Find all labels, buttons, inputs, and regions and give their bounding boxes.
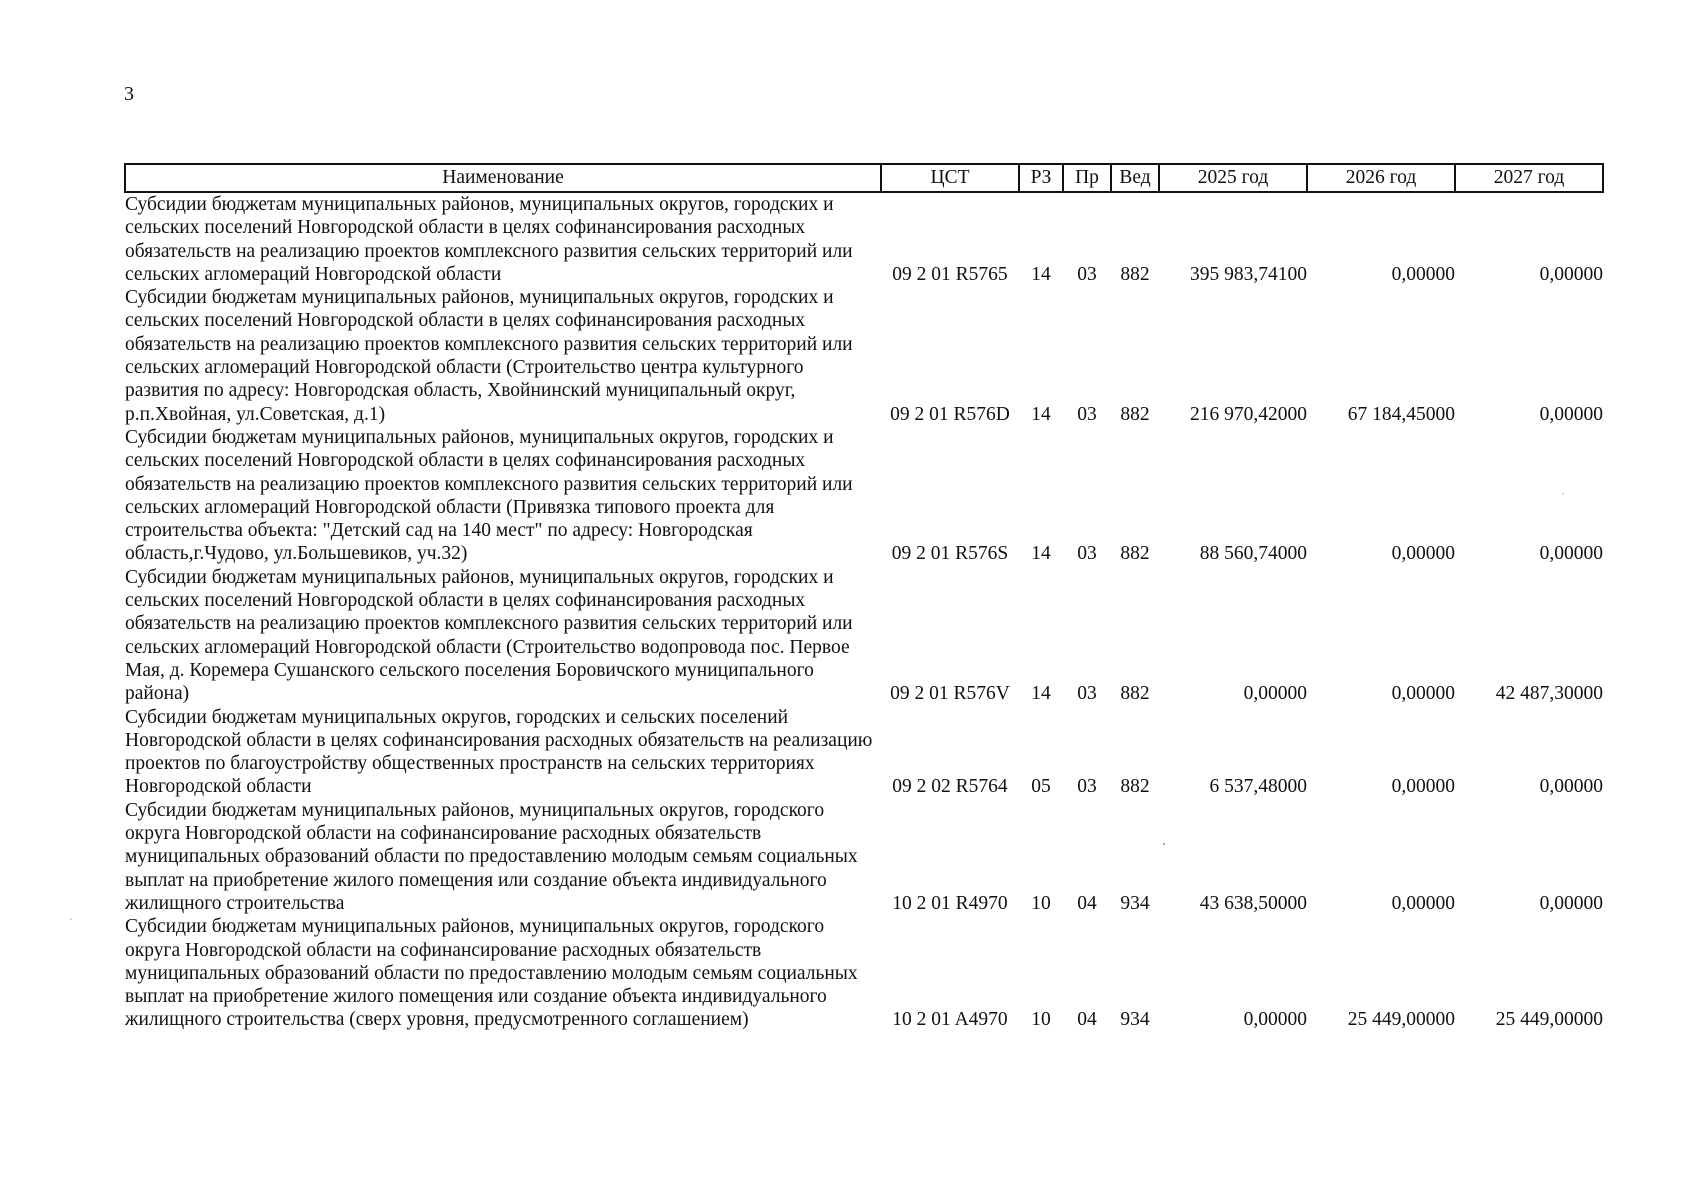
- header-pr: Пр: [1063, 164, 1111, 192]
- table-row: [125, 706, 1603, 799]
- header-2026: 2026 год: [1307, 164, 1455, 192]
- row-cst: 09 2 01 R576V: [890, 683, 1010, 705]
- row-pr: 03: [1077, 403, 1097, 425]
- row-cst: 09 2 01 R576D: [890, 403, 1010, 425]
- row-2026: 0,00000: [1391, 683, 1455, 705]
- row-name: Субсидии бюджетам муниципальных районов, муниципальных округов, городских и сельских поселений Новгородской области в целях софинансирования расходных обязательств на реализацию проектов комплексного развития сельских территорий или сельских агломераций Новгородской области (Строительство центра культурного развития по адресу: Новгородская область, Хвойнинский муниципальный округ, р.п.Хвойная, ул.Советская, д.1): [125, 287, 853, 425]
- row-ved: 934: [1120, 1009, 1150, 1031]
- row-name: Субсидии бюджетам муниципальных районов, муниципальных округов, городского округа Новгородской области на софинансирование расходных обязательств муниципальных образований области по предоставлению молодым семьям социальных выплат на приобретение жилого помещения или создание объекта индивидуального жилищного строительства: [125, 799, 858, 914]
- row-2027: 0,00000: [1539, 403, 1603, 425]
- header-cst: ЦСТ: [881, 164, 1019, 192]
- table-header-row: [125, 164, 1603, 192]
- row-2025: 395 983,74100: [1190, 263, 1307, 285]
- row-rz: 10: [1031, 1009, 1051, 1031]
- row-2026: 0,00000: [1391, 776, 1455, 798]
- row-rz: 10: [1031, 892, 1051, 914]
- row-rz: 05: [1031, 776, 1051, 798]
- row-2026: 0,00000: [1391, 263, 1455, 285]
- row-2027: 0,00000: [1539, 892, 1603, 914]
- scan-speck: [1562, 493, 1564, 495]
- row-pr: 04: [1077, 892, 1097, 914]
- row-2025: 88 560,74000: [1199, 543, 1307, 565]
- header-name: Наименование: [125, 164, 881, 192]
- row-pr: 03: [1077, 776, 1097, 798]
- row-ved: 882: [1120, 263, 1150, 285]
- row-rz: 14: [1031, 683, 1051, 705]
- table-row: [125, 799, 1603, 915]
- row-2027: 0,00000: [1539, 263, 1603, 285]
- row-pr: 03: [1077, 543, 1097, 565]
- row-2027: 25 449,00000: [1495, 1009, 1603, 1031]
- row-2026: 0,00000: [1391, 543, 1455, 565]
- row-name: Субсидии бюджетам муниципальных районов, муниципальных округов, городского округа Новгородской области на софинансирование расходных обязательств муниципальных образований области по предоставлению молодым семьям социальных выплат на приобретение жилого помещения или создание объекта индивидуального жилищного строительства (сверх уровня, предусмотренного соглашением): [125, 916, 858, 1031]
- header-ved: Вед: [1111, 164, 1159, 192]
- row-rz: 14: [1031, 403, 1051, 425]
- row-rz: 14: [1031, 263, 1051, 285]
- row-2027: 0,00000: [1539, 776, 1603, 798]
- row-2026: 67 184,45000: [1347, 403, 1455, 425]
- scan-speck: [70, 918, 72, 920]
- header-2027: 2027 год: [1455, 164, 1603, 192]
- table-row: [125, 915, 1603, 1031]
- table-row: [125, 286, 1603, 426]
- row-cst: 09 2 02 R5764: [892, 776, 1008, 798]
- row-ved: 882: [1120, 683, 1150, 705]
- row-cst: 10 2 01 R4970: [892, 892, 1008, 914]
- header-rz: РЗ: [1019, 164, 1063, 192]
- row-ved: 934: [1120, 892, 1150, 914]
- row-2026: 25 449,00000: [1347, 1009, 1455, 1031]
- row-rz: 14: [1031, 543, 1051, 565]
- row-pr: 04: [1077, 1009, 1097, 1031]
- row-2025: 0,00000: [1243, 1009, 1307, 1031]
- scan-speck: [1163, 843, 1165, 845]
- table-row: [125, 192, 1603, 286]
- budget-table: [124, 163, 1604, 1032]
- row-2027: 42 487,30000: [1495, 683, 1603, 705]
- table-row: [125, 566, 1603, 706]
- row-ved: 882: [1120, 776, 1150, 798]
- row-name: Субсидии бюджетам муниципальных районов, муниципальных округов, городских и сельских поселений Новгородской области в целях софинансирования расходных обязательств на реализацию проектов комплексного развития сельских территорий или сельских агломераций Новгородской области: [125, 194, 853, 285]
- row-cst: 09 2 01 R576S: [891, 543, 1009, 565]
- row-2025: 0,00000: [1243, 683, 1307, 705]
- row-ved: 882: [1120, 403, 1150, 425]
- row-2025: 6 537,48000: [1209, 776, 1307, 798]
- row-name: Субсидии бюджетам муниципальных районов, муниципальных округов, городских и сельских поселений Новгородской области в целях софинансирования расходных обязательств на реализацию проектов комплексного развития сельских территорий или сельских агломераций Новгородской области (Строительство водопровода пос. Первое Мая, д. Коремера Сушанского сельского поселения Боровичского муниципального района): [125, 566, 853, 705]
- row-cst: 10 2 01 A4970: [892, 1009, 1008, 1031]
- page-number: 3: [124, 83, 134, 105]
- row-2026: 0,00000: [1391, 892, 1455, 914]
- row-2025: 216 970,42000: [1190, 403, 1307, 425]
- row-2025: 43 638,50000: [1199, 892, 1307, 914]
- row-name: Субсидии бюджетам муниципальных округов, городских и сельских поселений Новгородской области в целях софинансирования расходных обязательств на реализацию проектов по благоустройству общественных пространств на сельских территориях Новгородской области: [125, 706, 873, 798]
- row-pr: 03: [1077, 263, 1097, 285]
- row-name: Субсидии бюджетам муниципальных районов, муниципальных округов, городских и сельских поселений Новгородской области в целях софинансирования расходных обязательств на реализацию проектов комплексного развития сельских территорий или сельских агломераций Новгородской области (Привязка типового проекта для строительства объекта: "Детский сад на 140 мест" по адресу: Новгородская область,г.Чудово, ул.Большевиков, уч.32): [125, 426, 853, 565]
- row-cst: 09 2 01 R5765: [892, 263, 1008, 285]
- row-pr: 03: [1077, 683, 1097, 705]
- table-row: [125, 426, 1603, 566]
- row-ved: 882: [1120, 543, 1150, 565]
- row-2027: 0,00000: [1539, 543, 1603, 565]
- header-2025: 2025 год: [1159, 164, 1307, 192]
